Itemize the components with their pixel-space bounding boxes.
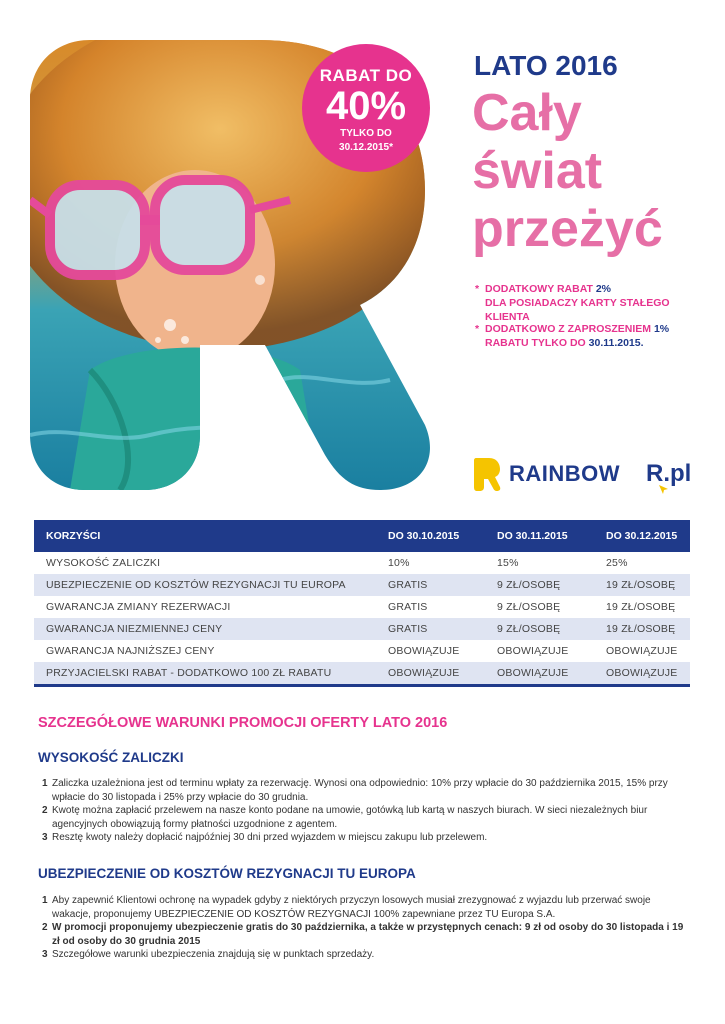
insurance-list bbox=[38, 894, 688, 962]
deposit-list bbox=[38, 777, 688, 845]
badge-valid-label: TYLKO DO bbox=[340, 128, 392, 139]
list-item bbox=[38, 777, 688, 804]
table-cell: 9 ZŁ/OSOBĘ bbox=[485, 574, 594, 596]
table-cell: 19 ZŁ/OSOBĘ bbox=[594, 618, 690, 640]
table-row bbox=[34, 662, 690, 686]
table-cell: 9 ZŁ/OSOBĘ bbox=[497, 601, 561, 613]
season-title: LATO 2016 bbox=[474, 50, 618, 81]
item-text: Aby zapewnić Klientowi ochronę na wypadek gdyby z niektórych przyczyn losowych musiał zrezygnować z wyjazdu lub przerwać swoje wakacje, proponujemy UBEZPIECZENIE OD KOSZTÓW REZYGNACJI 100% zapewniane przez TU Europa S.A. bbox=[52, 895, 651, 920]
deposit-title: WYSOKOŚĆ ZALICZKI bbox=[38, 750, 184, 765]
note-text: DODATKOWY RABAT bbox=[485, 283, 596, 295]
badge-percent: 40% bbox=[325, 84, 407, 128]
badge-line1: RABAT DO bbox=[319, 66, 413, 85]
table-cell: 15% bbox=[497, 557, 519, 569]
asterisk: * bbox=[475, 283, 480, 295]
item-text: Szczegółowe warunki ubezpieczenia znajdują się w punktach sprzedaży. bbox=[52, 949, 375, 960]
table-cell: 10% bbox=[388, 557, 410, 569]
item-number: 3 bbox=[42, 832, 48, 843]
table-cell: GWARANCJA NIEZMIENNEJ CENY bbox=[34, 618, 376, 640]
benefits-table bbox=[34, 520, 690, 687]
table-row bbox=[34, 596, 690, 618]
list-item bbox=[38, 948, 688, 962]
headline-line: Cały bbox=[472, 84, 582, 142]
column-header: DO 30.12.2015 bbox=[594, 520, 690, 552]
table-cell: OBOWIĄZUJE bbox=[497, 645, 569, 657]
note-value: 30.11.2015. bbox=[588, 337, 644, 349]
item-number: 1 bbox=[42, 778, 48, 789]
rainbow-logo-icon bbox=[473, 456, 501, 492]
table-cell: OBOWIĄZUJE bbox=[594, 662, 690, 686]
table-cell: 25% bbox=[606, 557, 628, 569]
table-cell: GRATIS bbox=[376, 574, 485, 596]
cursor-icon bbox=[659, 485, 669, 495]
item-number: 1 bbox=[42, 895, 48, 906]
table-cell: PRZYJACIELSKI RABAT - DODATKOWO 100 ZŁ RABATU bbox=[34, 662, 376, 686]
site-logo: R.pl bbox=[646, 460, 692, 487]
note-value: 1% bbox=[653, 323, 670, 335]
note-text: DLA POSIADACZY KARTY STAŁEGO KLIENTA bbox=[485, 297, 670, 323]
rainbow-logo bbox=[473, 456, 620, 492]
table-row bbox=[34, 618, 690, 640]
table-cell: UBEZPIECZENIE OD KOSZTÓW REZYGNACJI TU EUROPA bbox=[34, 574, 376, 596]
table-cell: OBOWIĄZUJE bbox=[388, 645, 460, 657]
item-text: Resztę kwoty należy dopłacić najpóźniej 30 dni przed wyjazdem w miejscu zakupu lub przelewem. bbox=[52, 832, 488, 843]
note-value: 2% bbox=[595, 283, 612, 295]
table-cell: OBOWIĄZUJE bbox=[485, 662, 594, 686]
table-cell: 19 ZŁ/OSOBĘ bbox=[594, 574, 690, 596]
item-text: Zaliczka uzależniona jest od terminu wpłaty za rezerwację. Wynosi ona odpowiednio: 10% przy wpłacie do 30 października 2015, 15% przy wpłacie do 30 listopada i 25% przy wpłacie do 30 grudnia. bbox=[52, 778, 668, 803]
table-row bbox=[34, 640, 690, 662]
details-title: SZCZEGÓŁOWE WARUNKI PROMOCJI OFERTY LATO 2016 bbox=[38, 715, 448, 731]
table-cell: 19 ZŁ/OSOBĘ bbox=[606, 601, 676, 613]
column-header: DO 30.10.2015 bbox=[376, 520, 485, 552]
item-text: Kwotę można zapłacić przelewem na nasze konto podane na umowie, gotówką lub kartą w naszych biurach. W sieci niezależnych biur agencyjnych obowiązują formy płatności uzgodnione z agentem. bbox=[52, 805, 648, 830]
discount-badge bbox=[302, 44, 430, 172]
table-cell: GWARANCJA NAJNIŻSZEJ CENY bbox=[46, 645, 215, 657]
table-header-row bbox=[34, 520, 690, 552]
headline-line: świat bbox=[472, 142, 603, 200]
item-number: 2 bbox=[42, 922, 48, 933]
asterisk: * bbox=[475, 323, 480, 335]
brand-name: RAINBOW bbox=[509, 461, 621, 486]
item-number: 2 bbox=[42, 805, 48, 816]
column-header: KORZYŚCI bbox=[34, 520, 376, 552]
item-text: W promocji proponujemy ubezpieczenie gratis do 30 października, a także w przystępnych cenach: 9 zł od osoby do 30 listopada i 19 zł od osoby do 30 grudnia 2015 bbox=[52, 922, 684, 947]
list-item bbox=[38, 831, 688, 845]
table-cell: GWARANCJA ZMIANY REZERWACJI bbox=[46, 601, 231, 613]
insurance-title: UBEZPIECZENIE OD KOSZTÓW REZYGNACJI TU EUROPA bbox=[38, 866, 416, 881]
list-item bbox=[38, 921, 688, 948]
note-loyalty bbox=[475, 282, 715, 324]
headline bbox=[472, 84, 712, 258]
table-cell: WYSOKOŚĆ ZALICZKI bbox=[46, 557, 161, 569]
list-item bbox=[38, 804, 688, 831]
column-header: DO 30.11.2015 bbox=[485, 520, 594, 552]
note-text: RABATU TYLKO DO bbox=[485, 337, 589, 349]
note-text: DODATKOWO Z ZAPROSZENIEM bbox=[485, 323, 654, 335]
table-cell: 9 ZŁ/OSOBĘ bbox=[485, 618, 594, 640]
list-item bbox=[38, 894, 688, 921]
table-row bbox=[34, 574, 690, 596]
table-cell: GRATIS bbox=[388, 601, 428, 613]
table-cell: GRATIS bbox=[376, 618, 485, 640]
item-number: 3 bbox=[42, 949, 48, 960]
table-cell: OBOWIĄZUJE bbox=[376, 662, 485, 686]
badge-valid-date: 30.12.2015* bbox=[339, 142, 393, 153]
table-cell: OBOWIĄZUJE bbox=[606, 645, 678, 657]
headline-line: przeżyć bbox=[472, 200, 663, 258]
note-invitation bbox=[475, 322, 715, 350]
table-row bbox=[34, 552, 690, 574]
